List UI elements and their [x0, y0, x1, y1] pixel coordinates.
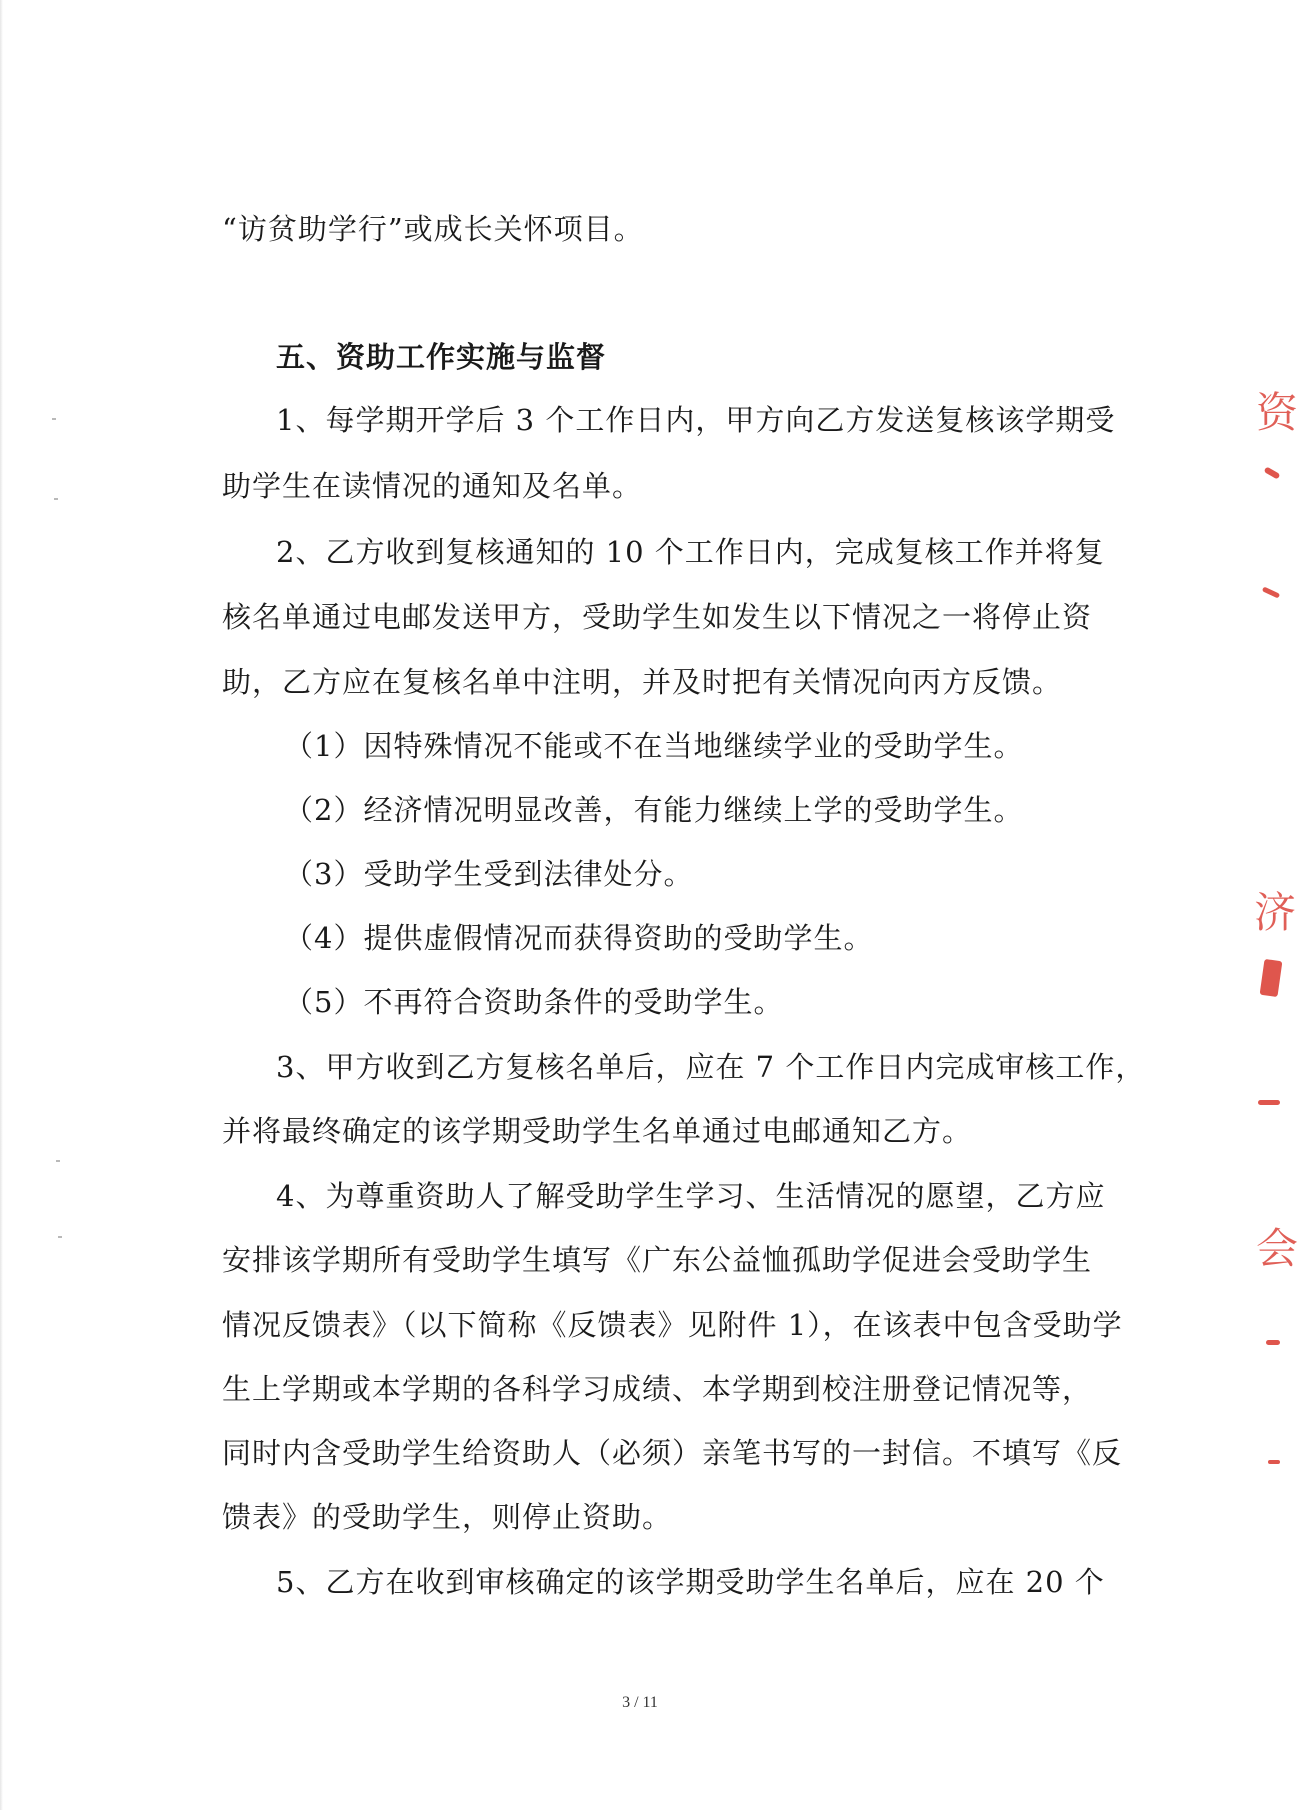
- seal-fragment-5: [1260, 959, 1283, 997]
- seal-fragment-6: [1258, 1100, 1280, 1105]
- text-line-3: 1、每学期开学后 3 个工作日内，甲方向乙方发送复核该学期受: [276, 403, 1116, 437]
- scan-edge: [0, 0, 3, 1810]
- section-heading: 五、资助工作实施与监督: [276, 340, 607, 374]
- seal-fragment-8: [1266, 1340, 1280, 1345]
- text-line-4: 助学生在读情况的通知及名单。: [222, 469, 643, 503]
- scan-speck: [56, 1160, 60, 1162]
- text-line-15: 4、为尊重资助人了解受助学生学习、生活情况的愿望，乙方应: [276, 1179, 1106, 1213]
- page-number: 3 / 11: [622, 1694, 658, 1711]
- seal-fragment-1: 资: [1256, 388, 1298, 437]
- text-line-18: 生上学期或本学期的各科学习成绩、本学期到校注册登记情况等，: [222, 1372, 1093, 1406]
- text-line-16: 安排该学期所有受助学生填写《广东公益恤孤助学促进会受助学生: [222, 1243, 1093, 1277]
- seal-fragment-2: [1264, 466, 1281, 479]
- seal-fragment-7: 会: [1256, 1224, 1298, 1273]
- text-line-17: 情况反馈表》（以下简称《反馈表》见附件 1），在该表中包含受助学: [222, 1308, 1123, 1342]
- text-line-6: 核名单通过电邮发送甲方，受助学生如发生以下情况之一将停止资: [222, 600, 1093, 634]
- list-item-4: （4）提供虚假情况而获得资助的受助学生。: [284, 921, 874, 955]
- seal-fragment-9: [1268, 1460, 1280, 1464]
- text-line-14: 并将最终确定的该学期受助学生名单通过电邮通知乙方。: [222, 1114, 973, 1148]
- text-line-20: 馈表》的受助学生，则停止资助。: [222, 1500, 673, 1534]
- scan-speck: [58, 1236, 62, 1238]
- text-line-21: 5、乙方在收到审核确定的该学期受助学生名单后，应在 20 个: [276, 1565, 1105, 1599]
- text-line-1: “访贫助学行”或成长关怀项目。: [222, 212, 644, 246]
- list-item-5: （5）不再符合资助条件的受助学生。: [284, 985, 784, 1019]
- list-item-2: （2）经济情况明显改善，有能力继续上学的受助学生。: [284, 793, 1024, 827]
- seal-fragment-4: 济: [1254, 888, 1297, 937]
- text-line-13: 3、甲方收到乙方复核名单后，应在 7 个工作日内完成审核工作，: [276, 1050, 1146, 1084]
- list-item-1: （1）因特殊情况不能或不在当地继续学业的受助学生。: [284, 729, 1024, 763]
- text-line-7: 助，乙方应在复核名单中注明，并及时把有关情况向丙方反馈。: [222, 665, 1063, 699]
- text-line-5: 2、乙方收到复核通知的 10 个工作日内，完成复核工作并将复: [276, 535, 1105, 569]
- list-item-3: （3）受助学生受到法律处分。: [284, 857, 694, 891]
- text-line-19: 同时内含受助学生给资助人（必须）亲笔书写的一封信。不填写《反: [222, 1436, 1123, 1470]
- seal-fragment-3: [1262, 586, 1280, 598]
- scan-speck: [54, 498, 58, 500]
- scan-speck: [52, 418, 56, 420]
